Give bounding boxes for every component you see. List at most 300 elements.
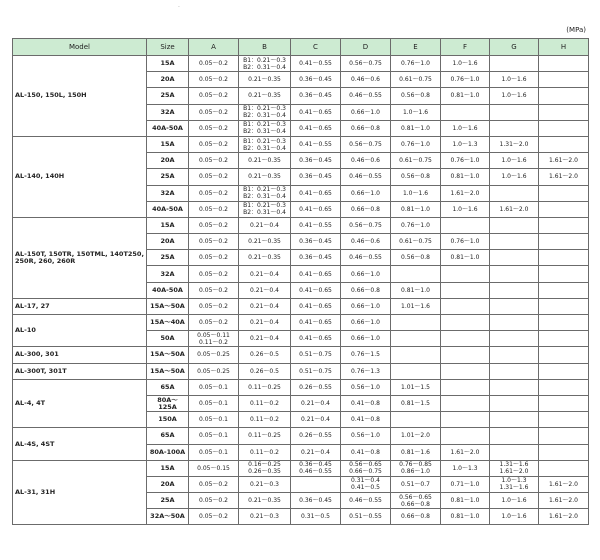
pressure-cell [441,412,490,428]
pressure-cell: 1.0～1.6 [391,104,441,120]
pressure-cell: 0.41～0.65 [291,266,341,282]
cell-line: B2：0.31～0.4 [243,63,286,71]
pressure-spec-table [12,38,589,525]
pressure-cell: 0.05～0.2 [189,56,239,72]
pressure-cell [539,412,589,428]
pressure-cell: 0.21～0.35 [239,153,291,169]
pressure-cell: 0.66～1.0 [341,331,391,347]
cell-line: B2：0.31～0.4 [243,209,286,217]
pressure-cell: 0.61～0.75 [391,72,441,88]
pressure-cell [490,104,539,120]
pressure-cell: 0.41～0.55 [291,217,341,233]
pressure-cell [539,201,589,217]
size-cell: 50A [147,331,189,347]
pressure-cell: 0.26～0.55 [291,428,341,444]
pressure-cell: 0.61～0.75 [391,234,441,250]
pressure-cell: 0.81～1.0 [441,88,490,104]
pressure-cell: 0.05～0.1 [189,412,239,428]
pressure-cell: 1.0～1.6 [490,72,539,88]
pressure-cell: 0.81～1.0 [441,250,490,266]
size-cell: 40A-50A [147,120,189,136]
pressure-cell [391,363,441,379]
pressure-cell: 0.46～0.55 [341,169,391,185]
size-cell: 65A [147,379,189,395]
pressure-cell [441,217,490,233]
cell-line: 1.31～1.6 [499,484,529,492]
pressure-cell: 0.05～0.2 [189,266,239,282]
pressure-cell: 0.76～1.0 [391,217,441,233]
pressure-cell: 0.21～0.4 [239,331,291,347]
size-cell: 15A [147,217,189,233]
pressure-cell: 0.41～0.8 [341,412,391,428]
pressure-cell: 0.21～0.35 [239,72,291,88]
pressure-cell: 0.26～0.5 [239,347,291,363]
pressure-cell [391,315,441,331]
pressure-cell: 0.51～0.55 [341,509,391,525]
cell-line: 0.66～0.75 [349,468,382,476]
pressure-cell: 1.01～1.6 [391,298,441,314]
pressure-cell: 0.66～1.0 [341,185,391,201]
pressure-cell: 0.81～1.0 [441,509,490,525]
cell-line: 0.66～0.8 [401,500,430,508]
pressure-cell: 0.46～0.55 [341,88,391,104]
pressure-cell [490,379,539,395]
pressure-cell: 0.05～0.2 [189,136,239,152]
size-cell: 32A [147,266,189,282]
pressure-cell [239,185,291,201]
pressure-cell: 0.05～0.2 [189,315,239,331]
pressure-cell: 0.05～0.1 [189,428,239,444]
size-cell: 15A～40A [147,315,189,331]
pressure-cell: 0.36～0.45 [291,153,341,169]
size-cell: 80A～125A [147,395,189,411]
pressure-cell: 0.21～0.35 [239,234,291,250]
pressure-cell [539,88,589,104]
pressure-cell: 0.51～0.75 [291,347,341,363]
header-size: Size [147,39,189,56]
size-cell: 32A [147,104,189,120]
cell-line: 0.05～0.11 [197,331,230,339]
pressure-cell: 0.56～0.8 [391,250,441,266]
pressure-cell: 0.21～0.4 [239,298,291,314]
pressure-cell: 0.41～0.65 [291,315,341,331]
unit-label: (MPa) [566,26,586,34]
cell-line: 1.61～2.0 [499,468,529,476]
pressure-cell [539,444,589,460]
pressure-cell: 0.05～0.2 [189,185,239,201]
pressure-cell: 0.41～0.65 [291,298,341,314]
pressure-cell [539,104,589,120]
pressure-cell: 0.56～0.8 [391,169,441,185]
pressure-cell [490,250,539,266]
pressure-cell: 0.81～1.0 [391,282,441,298]
pressure-cell [490,298,539,314]
model-cell [13,217,147,298]
pressure-cell: 0.05～0.2 [189,153,239,169]
pressure-cell [539,120,589,136]
pressure-cell [539,428,589,444]
pressure-cell: 1.61～2.0 [539,509,589,525]
pressure-cell: 0.05～0.2 [189,509,239,525]
pressure-cell: 1.31～2.0 [490,136,539,152]
pressure-cell [441,298,490,314]
pressure-cell [490,428,539,444]
pressure-cell: 0.76～1.0 [391,136,441,152]
pressure-cell: 1.61～2.0 [539,493,589,509]
size-cell: 25A [147,88,189,104]
pressure-cell [539,136,589,152]
pressure-cell: 0.05～0.2 [189,104,239,120]
pressure-cell: 0.21～0.4 [239,282,291,298]
pressure-cell [239,460,291,476]
pressure-cell: 1.61～2.0 [441,185,490,201]
pressure-cell [441,104,490,120]
pressure-cell [441,331,490,347]
pressure-cell [239,56,291,72]
model-cell: AL-300T, 301T [13,363,147,379]
header-g: G [490,39,539,56]
cell-line: B1：0.21～0.3 [243,137,286,145]
pressure-cell: 0.46～0.6 [341,153,391,169]
pressure-cell: 0.41～0.65 [291,120,341,136]
pressure-cell: 0.05～0.2 [189,88,239,104]
pressure-cell: 0.56～0.8 [391,88,441,104]
pressure-cell [539,266,589,282]
pressure-cell: 0.21～0.4 [239,266,291,282]
size-cell: 15A～50A [147,347,189,363]
pressure-cell [291,476,341,492]
pressure-cell: 0.21～0.35 [239,493,291,509]
pressure-cell: 0.21～0.4 [239,217,291,233]
pressure-cell [539,56,589,72]
pressure-cell: 0.66～0.8 [341,201,391,217]
cell-line: 0.41～0.5 [351,484,380,492]
pressure-cell [539,331,589,347]
size-cell: 20A [147,153,189,169]
pressure-cell: 0.66～0.8 [341,120,391,136]
pressure-cell: 0.61～0.75 [391,153,441,169]
pressure-cell [441,282,490,298]
table-row [13,136,589,152]
cell-line: 1.0～1.3 [501,477,527,485]
pressure-cell [539,379,589,395]
size-cell: 20A [147,234,189,250]
pressure-cell: 0.05～0.2 [189,476,239,492]
pressure-cell: 1.61～2.0 [441,444,490,460]
size-cell: 25A [147,169,189,185]
table-row [13,460,589,476]
pressure-cell: 0.76～1.0 [391,56,441,72]
pressure-cell: 0.21～0.4 [291,444,341,460]
pressure-cell [539,217,589,233]
table-row [13,315,589,331]
model-cell: AL-31, 31H [13,460,147,525]
pressure-cell [490,395,539,411]
pressure-cell [539,363,589,379]
header-f: F [441,39,490,56]
table-row [13,379,589,395]
pressure-cell: 0.81～1.5 [391,395,441,411]
pressure-cell [539,395,589,411]
table-row [13,428,589,444]
pressure-cell: 0.81～1.0 [391,120,441,136]
pressure-cell: 1.0～1.6 [490,153,539,169]
pressure-cell [539,347,589,363]
pressure-cell: 0.46～0.6 [341,72,391,88]
pressure-cell: 0.11～0.2 [239,444,291,460]
pressure-cell [490,120,539,136]
pressure-cell: 0.21～0.35 [239,88,291,104]
size-cell: 40A-50A [147,201,189,217]
pressure-cell [539,185,589,201]
size-cell: 15A～50A [147,298,189,314]
pressure-cell [539,298,589,314]
pressure-cell [441,266,490,282]
pressure-cell [490,56,539,72]
pressure-cell [441,347,490,363]
pressure-cell: 0.41～0.65 [291,201,341,217]
pressure-cell: 0.05～0.2 [189,72,239,88]
table-row [13,363,589,379]
pressure-cell: 0.05～0.2 [189,493,239,509]
pressure-cell: 0.05～0.25 [189,347,239,363]
pressure-cell: 0.21～0.35 [239,169,291,185]
pressure-cell [490,266,539,282]
pressure-cell: 0.05～0.2 [189,298,239,314]
pressure-cell [441,379,490,395]
pressure-cell: 0.66～1.0 [341,104,391,120]
size-cell: 32A～50A [147,509,189,525]
pressure-cell [539,282,589,298]
size-cell: 20A [147,476,189,492]
cell-line: B1：0.21～0.3 [243,186,286,194]
pressure-cell: 0.56～1.0 [341,428,391,444]
cell-line: 0.36～0.45 [299,461,332,469]
pressure-cell: 1.61～2.0 [539,169,589,185]
pressure-cell: 0.36～0.45 [291,169,341,185]
pressure-cell: 0.71～1.0 [441,476,490,492]
pressure-cell: 1.0～1.6 [490,169,539,185]
pressure-cell: 0.36～0.45 [291,234,341,250]
pressure-cell [391,266,441,282]
cell-line: 0.46～0.55 [299,468,332,476]
pressure-cell: 0.81～1.0 [441,493,490,509]
pressure-cell: 0.05～0.2 [189,250,239,266]
pressure-cell [391,493,441,509]
pressure-cell: 0.36～0.45 [291,72,341,88]
pressure-cell: 0.51～0.7 [391,476,441,492]
pressure-cell: 0.56～0.75 [341,136,391,152]
size-cell: 80A-100A [147,444,189,460]
pressure-cell: 0.05～0.1 [189,379,239,395]
pressure-cell [341,460,391,476]
cell-line: B2：0.31～0.4 [243,193,286,201]
pressure-cell: 1.61～2.0 [539,476,589,492]
pressure-cell [189,331,239,347]
pressure-cell [239,120,291,136]
pressure-cell: 0.05～0.1 [189,444,239,460]
pressure-cell: 0.76～1.3 [341,363,391,379]
pressure-cell: 0.05～0.2 [189,282,239,298]
pressure-cell: 1.0～1.3 [441,460,490,476]
pressure-cell: 1.01～2.0 [391,428,441,444]
pressure-cell: 0.76～1.0 [441,234,490,250]
pressure-cell [539,234,589,250]
pressure-cell: 0.41～0.65 [291,185,341,201]
stray-mark: · [178,4,180,11]
pressure-cell: 0.31～0.5 [291,509,341,525]
size-cell: 25A [147,250,189,266]
pressure-cell: 0.46～0.55 [341,250,391,266]
header-c: C [291,39,341,56]
table-row [13,298,589,314]
cell-line: 0.26～0.35 [248,468,281,476]
pressure-cell: 1.0～1.3 [441,136,490,152]
pressure-cell: 1.0～1.6 [441,56,490,72]
size-cell: 40A-50A [147,282,189,298]
table-body [13,56,589,525]
cell-line: B2：0.31～0.4 [243,112,286,120]
pressure-cell: 0.41～0.55 [291,56,341,72]
pressure-cell: 0.05～0.15 [189,460,239,476]
model-cell: AL-140, 140H [13,136,147,217]
size-cell: 15A [147,460,189,476]
header-a: A [189,39,239,56]
pressure-cell: 0.51～0.75 [291,363,341,379]
cell-line: 1.31～1.6 [499,461,529,469]
header-b: B [239,39,291,56]
cell-line: B2：0.31～0.4 [243,144,286,152]
pressure-cell: 0.05～0.2 [189,169,239,185]
cell-line: 0.56～0.65 [399,493,432,501]
pressure-cell: 0.76～1.0 [441,72,490,88]
pressure-cell: 0.26～0.5 [239,363,291,379]
pressure-cell [391,331,441,347]
pressure-cell: 0.21～0.3 [239,476,291,492]
table-row [13,56,589,72]
pressure-cell: 0.21～0.3 [239,509,291,525]
pressure-cell [391,460,441,476]
pressure-cell: 0.56～0.75 [341,217,391,233]
cell-line: B1：0.21～0.3 [243,202,286,210]
pressure-cell: 1.0～1.6 [441,120,490,136]
pressure-cell: 0.66～1.0 [341,266,391,282]
size-cell: 15A [147,136,189,152]
model-cell: AL-4S, 4ST [13,428,147,460]
pressure-cell: 0.66～0.8 [341,282,391,298]
model-cell: AL-17, 27 [13,298,147,314]
model-cell: AL-150, 150L, 150H [13,56,147,137]
pressure-cell [490,234,539,250]
pressure-cell [539,460,589,476]
pressure-cell [490,444,539,460]
pressure-cell: 0.11～0.2 [239,395,291,411]
pressure-cell [490,412,539,428]
pressure-cell: 1.0～1.6 [490,88,539,104]
pressure-cell: 1.0～1.6 [391,185,441,201]
pressure-cell [490,331,539,347]
pressure-cell: 1.0～1.6 [441,201,490,217]
cell-line: 0.76～0.85 [399,461,432,469]
pressure-cell [539,72,589,88]
pressure-cell [490,282,539,298]
pressure-cell: 0.41～0.55 [291,136,341,152]
pressure-cell [341,476,391,492]
cell-line: 0.31～0.4 [351,477,380,485]
pressure-cell: 0.05～0.2 [189,201,239,217]
pressure-cell: 0.26～0.55 [291,379,341,395]
pressure-cell: 0.11～0.25 [239,428,291,444]
cell-line: 0.56～0.65 [349,461,382,469]
model-cell: AL-10 [13,315,147,347]
cell-line: B1：0.21～0.3 [243,56,286,64]
pressure-cell: 0.21～0.4 [291,395,341,411]
pressure-cell: 0.41～0.8 [341,395,391,411]
pressure-cell [239,104,291,120]
pressure-cell [539,250,589,266]
cell-line: B1：0.21～0.3 [243,105,286,113]
pressure-cell: 0.66～0.8 [391,509,441,525]
pressure-cell [441,395,490,411]
cell-line: 0.86～1.0 [401,468,430,476]
cell-line: B1：0.21～0.3 [243,121,286,129]
header-h: H [539,39,589,56]
pressure-cell [490,460,539,476]
pressure-cell: 1.0～1.6 [490,509,539,525]
cell-line: 250, 250R, 260, 260R [15,249,144,265]
header-model: Model [13,39,147,56]
pressure-cell: 0.46～0.6 [341,234,391,250]
pressure-cell: 0.11～0.2 [239,412,291,428]
pressure-cell: 0.81～1.0 [441,169,490,185]
size-cell: 32A [147,185,189,201]
pressure-cell [490,347,539,363]
pressure-cell [490,363,539,379]
model-cell: AL-300, 301 [13,347,147,363]
pressure-cell: 0.66～1.0 [341,298,391,314]
pressure-cell: 0.41～0.65 [291,282,341,298]
pressure-cell: 0.41～0.8 [341,444,391,460]
pressure-cell: 0.21～0.35 [239,250,291,266]
pressure-cell: 0.41～0.65 [291,104,341,120]
pressure-cell: 0.21～0.4 [239,315,291,331]
pressure-cell: 1.61～2.0 [490,201,539,217]
pressure-cell [239,136,291,152]
pressure-cell: 0.41～0.65 [291,331,341,347]
pressure-cell: 0.11～0.25 [239,379,291,395]
pressure-cell [539,315,589,331]
pressure-cell [441,315,490,331]
pressure-cell: 0.56～0.75 [341,56,391,72]
pressure-cell: 0.36～0.45 [291,493,341,509]
size-cell: 150A [147,412,189,428]
pressure-cell [490,217,539,233]
pressure-cell: 0.05～0.1 [189,395,239,411]
pressure-cell: 1.61～2.0 [539,153,589,169]
pressure-cell [490,185,539,201]
pressure-cell: 0.81～1.6 [391,444,441,460]
size-cell: 25A [147,493,189,509]
pressure-cell [391,412,441,428]
size-cell: 15A～50A [147,363,189,379]
pressure-cell: 0.05～0.2 [189,217,239,233]
pressure-cell: 0.66～1.0 [341,315,391,331]
pressure-cell: 0.36～0.45 [291,250,341,266]
pressure-cell [239,201,291,217]
pressure-cell: 0.05～0.2 [189,234,239,250]
pressure-cell [391,347,441,363]
pressure-cell: 0.21～0.4 [291,412,341,428]
